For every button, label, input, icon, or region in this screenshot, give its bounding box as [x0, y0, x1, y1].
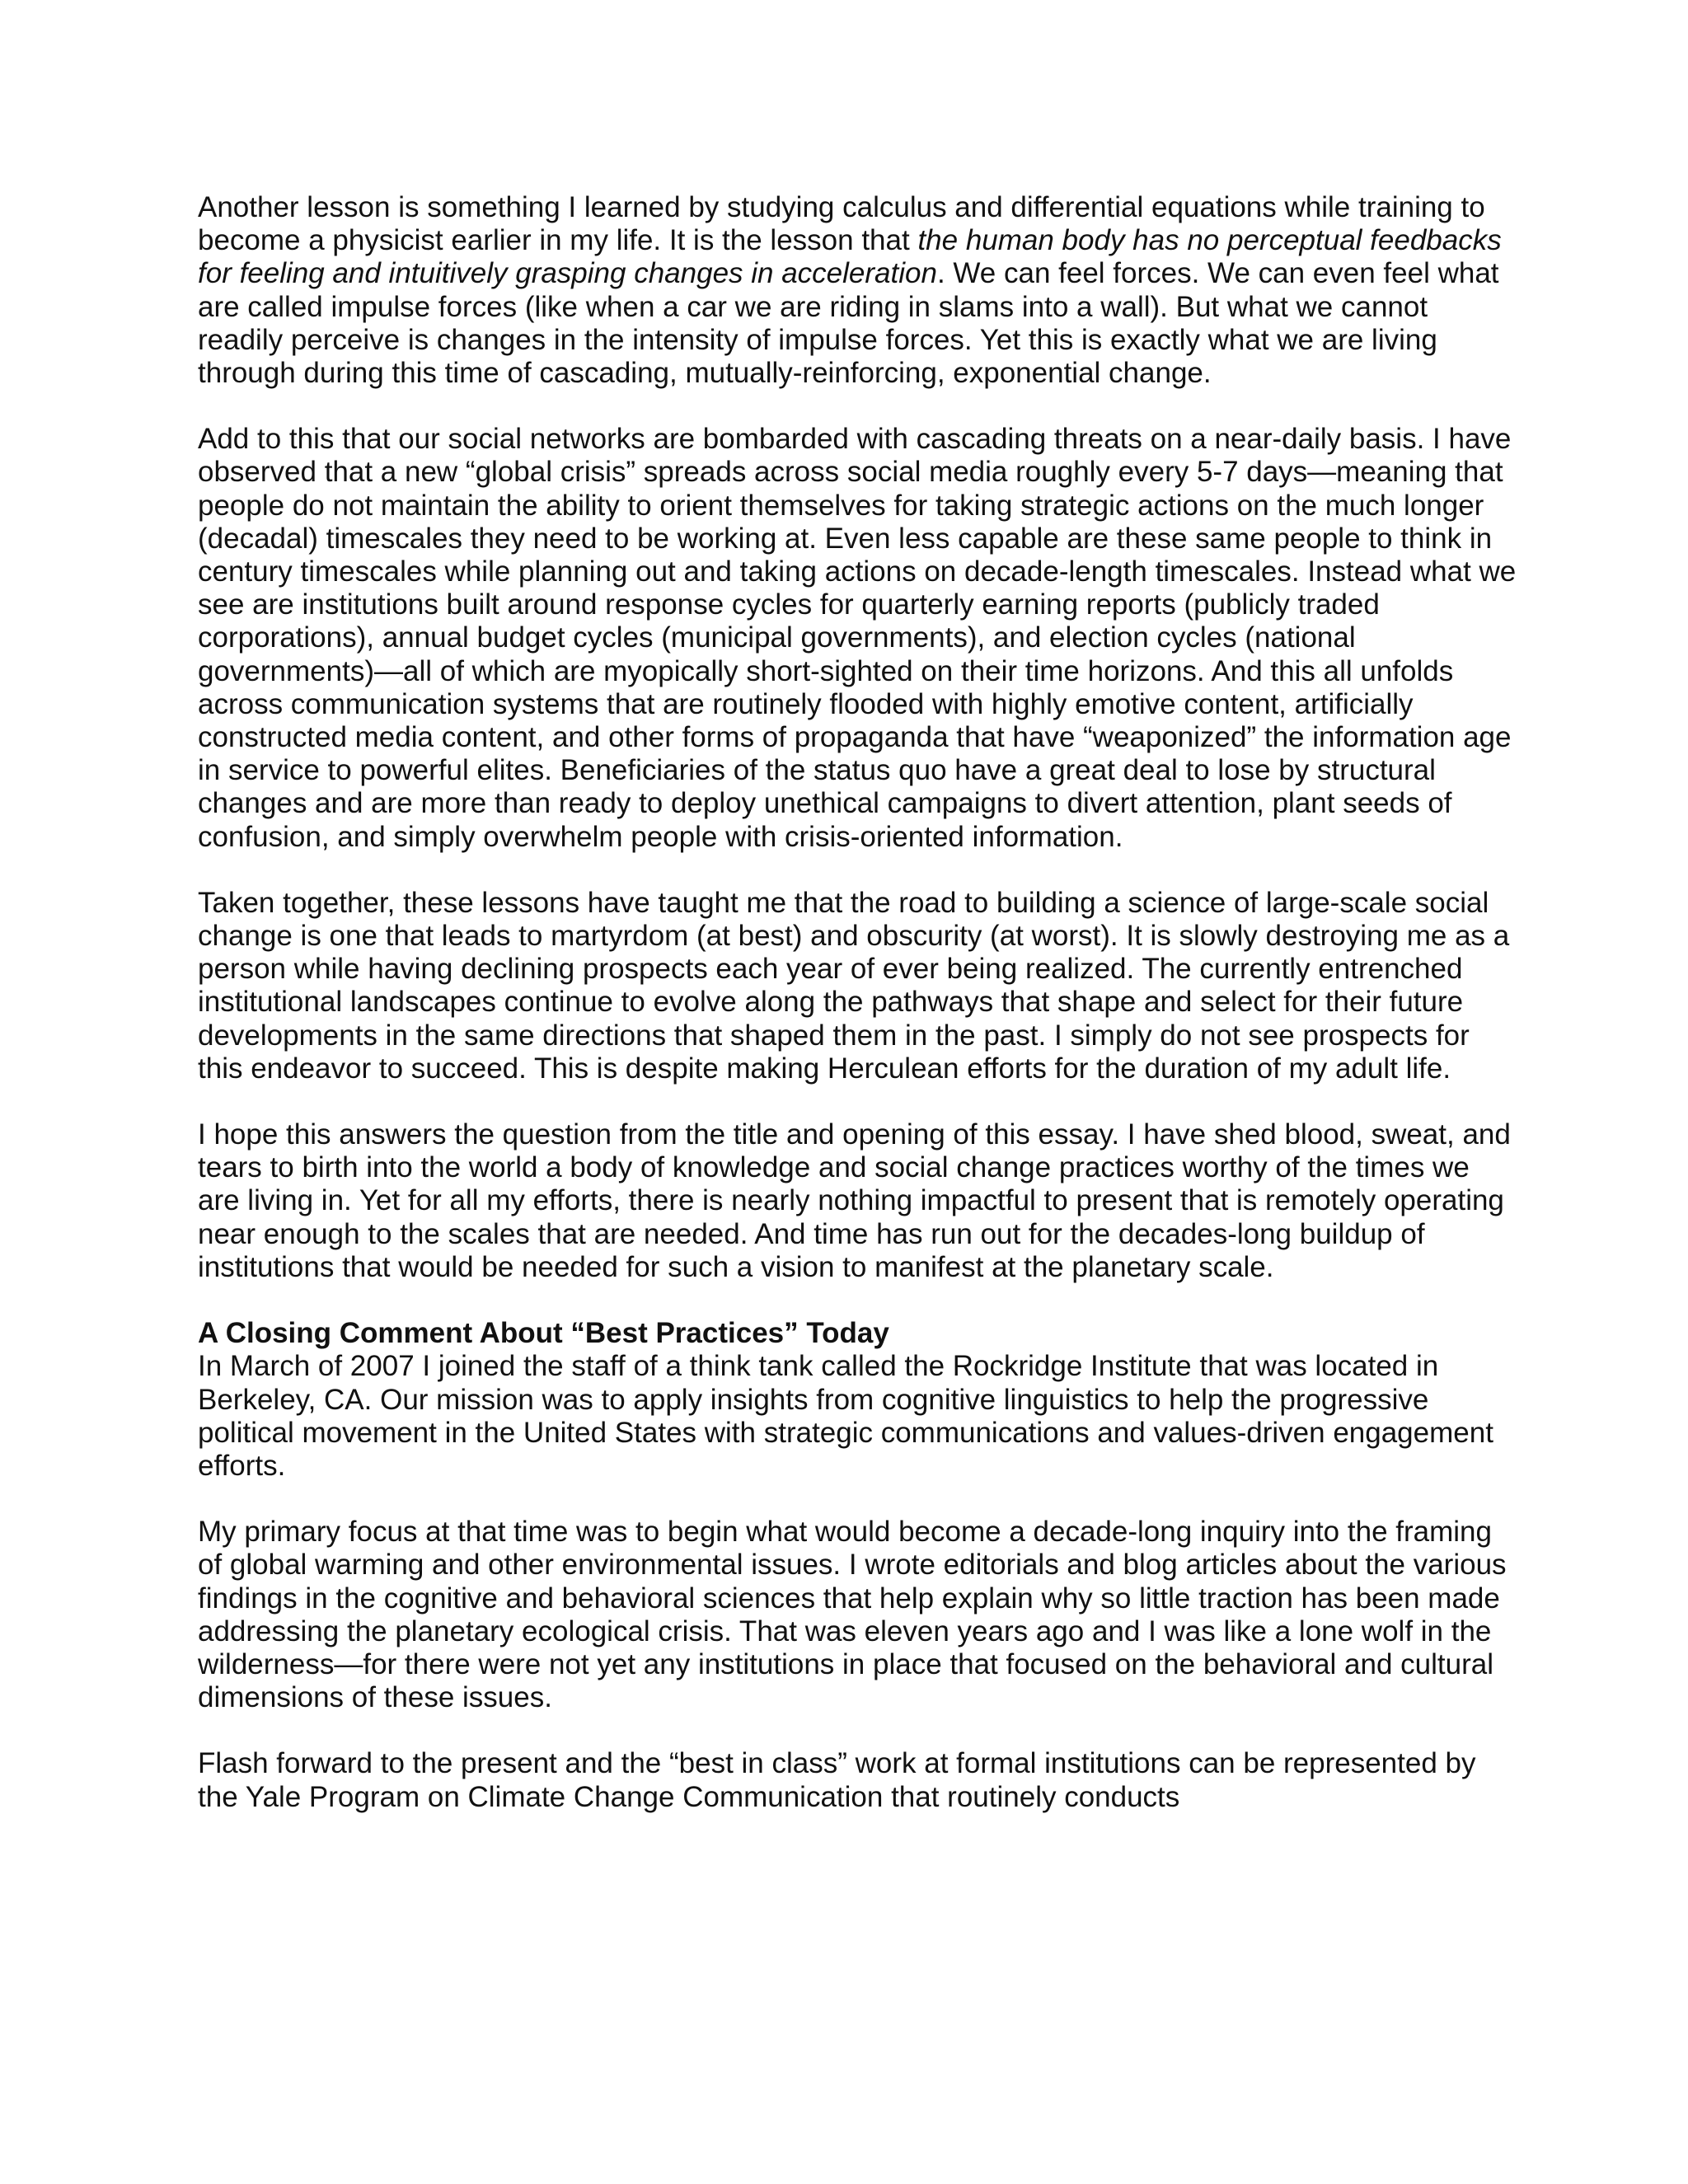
- section-heading: A Closing Comment About “Best Practices” Today: [198, 1317, 889, 1350]
- paragraph-lessons: Taken together, these lessons have taught me that the road to building a science of large-scale social change is one that leads to martyrdom (at best) and obscurity (at worst). It is slowly destroying me as a person while having declining prospects each year of ever being realized. The currently entrenched institutional landscapes continue to evolve along the pathways that shape and select for their future developments in the same directions that shaped them in the past. I simply do not see prospects for this endeavor to succeed. This is despite making Herculean efforts for the duration of my adult life.: [198, 886, 1510, 1085]
- document-body: [198, 191, 1517, 1814]
- paragraph-rockridge: In March of 2007 I joined the staff of a think tank called the Rockridge Institute that was located in Berkeley, CA. Our mission was to apply insights from cognitive linguistics to help the progressive political movement in the United States with strategic communications and values-driven engagement efforts.: [198, 1350, 1493, 1482]
- paragraph-acceleration-tail: . We can feel forces. We can even feel what are called impulse forces (like when a car we are riding in slams into a wall). But what we cannot readily perceive is changes in the intensity of impulse forces. Yet this is exactly what we are living through during this time of cascading, mutually-reinforcing, exponential change.: [198, 257, 1499, 390]
- paragraph-acceleration: [198, 191, 1517, 390]
- paragraph-social-networks: Add to this that our social networks are bombarded with cascading threats on a near-daily basis. I have observed that a new “global crisis” spreads across social media roughly every 5-7 days—meaning that people do not maintain the ability to orient themselves for taking strategic actions on the much longer (decadal) timescales they need to be working at. Even less capable are these same people to think in century timescales while planning out and taking actions on decade-length timescales. Instead what we see are institutions built around response cycles for quarterly earning reports (publicly traded corporations), annual budget cycles (municipal governments), and election cycles (national governments)—all of which are myopically short-sighted on their time horizons. And this all unfolds across communication systems that are routinely flooded with highly emotive content, artificially constructed media content, and other forms of propaganda that have “weaponized” the information age in service to powerful elites. Beneficiaries of the status quo have a great deal to lose by structural changes and are more than ready to deploy unethical campaigns to divert attention, plant seeds of confusion, and simply overwhelm people with crisis-oriented information.: [198, 423, 1517, 853]
- paragraph-yale: Flash forward to the present and the “best in class” work at formal institutions can be represented by the Yale Program on Climate Change Communication that routinely conducts: [198, 1747, 1476, 1813]
- paragraph-answer: I hope this answers the question from the title and opening of this essay. I have shed blood, sweat, and tears to birth into the world a body of knowledge and social change practices worthy of the times we are living in. Yet for all my efforts, there is nearly nothing impactful to present that is remotely operating near enough to the scales that are needed. And time has run out for the decades-long buildup of institutions that would be needed for such a vision to manifest at the planetary scale.: [198, 1118, 1511, 1283]
- paragraph-framing: My primary focus at that time was to begin what would become a decade-long inquiry into the framing of global warming and other environmental issues. I wrote editorials and blog articles about the various findings in the cognitive and behavioral sciences that help explain why so little traction has been made addressing the planetary ecological crisis. That was eleven years ago and I was like a lone wolf in the wilderness—for there were not yet any institutions in place that focused on the behavioral and cultural dimensions of these issues.: [198, 1516, 1507, 1714]
- paragraph-acceleration-emphasis: the human body has no perceptual feedbacks for feeling and intuitively grasping changes in acceleration: [198, 224, 1502, 290]
- paragraph-acceleration-lead: Another lesson is something I learned by studying calculus and differential equations while training to become a physicist earlier in my life. It is the lesson that: [198, 191, 1485, 257]
